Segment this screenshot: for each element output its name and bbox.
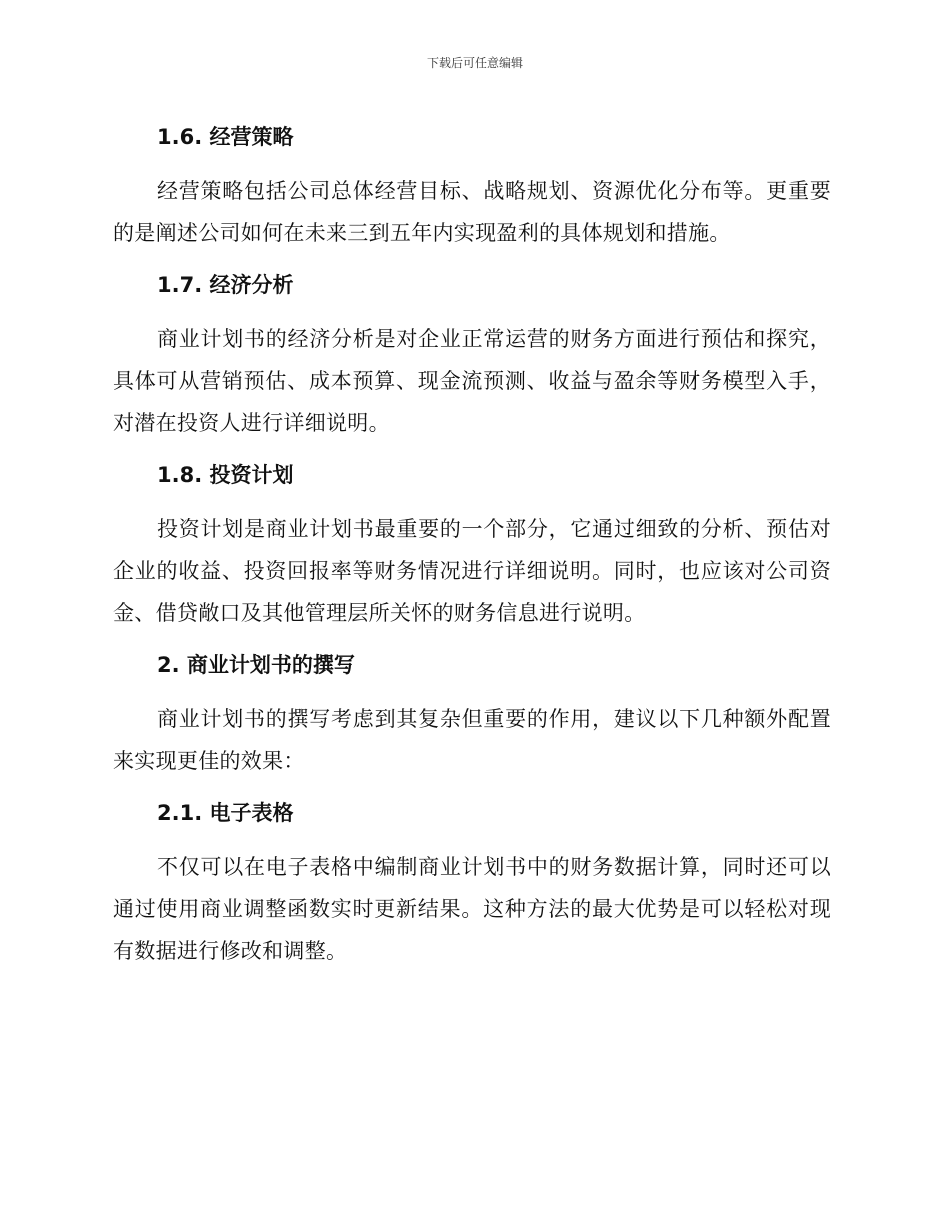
section-paragraph: 不仅可以在电子表格中编制商业计划书中的财务数据计算，同时还可以通过使用商业调整函数实时更新结果。这种方法的最大优势是可以轻松对现有数据进行修改和调整。 (113, 855, 831, 963)
page-header: 下载后可任意编辑 (426, 56, 523, 70)
section-paragraph: 经营策略包括公司总体经营目标、战略规划、资源优化分布等。更重要的是阐述公司如何在未来三到五年内实现盈利的具体规划和措施。 (113, 179, 831, 245)
section-paragraph: 投资计划是商业计划书最重要的一个部分，它通过细致的分析、预估对企业的收益、投资回报率等财务情况进行详细说明。同时，也应该对公司资金、借贷敞口及其他管理层所关怀的财务信息进行说明。 (113, 517, 831, 625)
section-paragraph: 商业计划书的撰写考虑到其复杂但重要的作用，建议以下几种额外配置来实现更佳的效果： (113, 707, 831, 773)
section-heading: 2.1. 电子表格 (157, 801, 294, 825)
section-heading: 1.7. 经济分析 (157, 273, 294, 297)
section-heading: 1.6. 经营策略 (157, 125, 294, 149)
section-heading: 2. 商业计划书的撰写 (157, 653, 355, 677)
section-heading: 1.8. 投资计划 (157, 463, 294, 487)
document-body (113, 106, 831, 972)
section-paragraph: 商业计划书的经济分析是对企业正常运营的财务方面进行预估和探究，具体可从营销预估、成本预算、现金流预测、收益与盈余等财务模型入手，对潜在投资人进行详细说明。 (113, 327, 831, 435)
